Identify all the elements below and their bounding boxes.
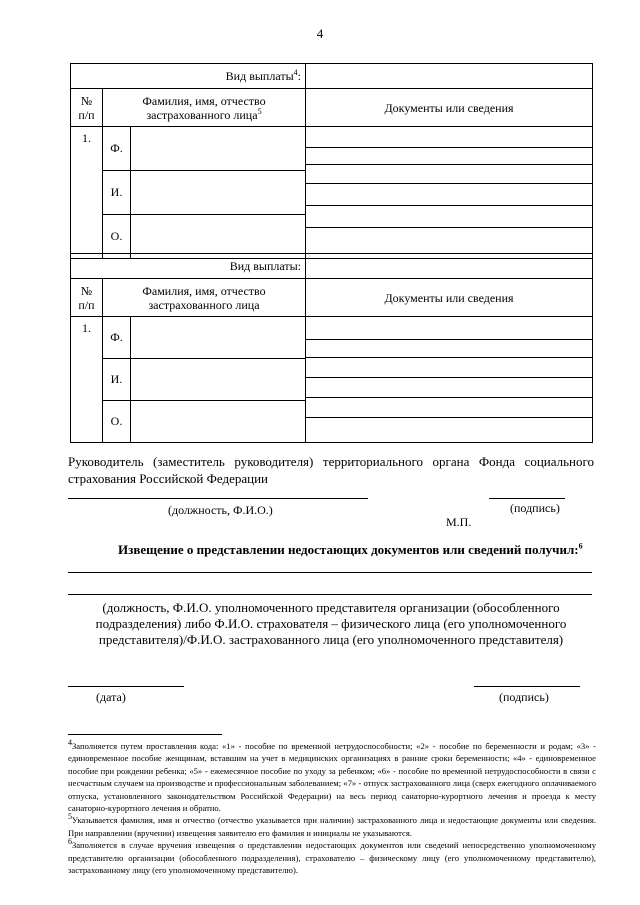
footnote-separator: [68, 734, 222, 735]
receipt-title: Извещение о представлении недостающих документов или сведений получил:$^6$: [118, 541, 583, 557]
name-label: И.: [103, 171, 131, 215]
payment-type-label: Вид выплаты:: [71, 254, 306, 279]
head-title-line2: страхования Российской Федерации: [68, 471, 268, 486]
receipt-line-1[interactable]: [68, 572, 592, 573]
payment-type-value[interactable]: [306, 254, 593, 279]
col-fio-header: Фамилия, имя, отчество застрахованного лица$^5$: [103, 89, 306, 127]
name-field[interactable]: [131, 171, 306, 215]
documents-field[interactable]: [306, 127, 593, 259]
patronymic-field[interactable]: [131, 215, 306, 259]
col-docs-header: Документы или сведения: [306, 89, 593, 127]
receipt-signature-caption: (подпись): [499, 690, 549, 704]
name-field[interactable]: [131, 359, 306, 401]
footnote-6: $^6$Заполняется в случае вручения извещения о представлении недостающих документов или сведений непосредственно уполномоченному представителю организации (обособленного подразделения), страхователю – физическому лицу (его уполномоченному представителю), застрахованному лицу (его уполномоченному представителю).: [68, 837, 596, 876]
name-label: И.: [103, 359, 131, 401]
col-number-header: № п/п: [71, 89, 103, 127]
patronymic-label: О.: [103, 401, 131, 443]
stamp-place: М.П.: [446, 515, 472, 529]
date-line[interactable]: [68, 686, 184, 687]
surname-field[interactable]: [131, 127, 306, 171]
col-number-header: № п/п: [71, 279, 103, 317]
row-number: 1.: [71, 127, 103, 259]
footnote-4: $^4$Заполняется путем проставления кода: «1» - пособие по временной нетрудоспособности; «2» - пособие по беременности и родам; «3» - единовременное пособие женщинам, вставшим на учет в медицинских организациях в ранние сроки беременности; «4» - единовременное пособие при рождении ребенка; «5» - ежемесячное пособие по уходу за ребенком; «6» - пособие по временной нетрудоспособности в связи с несчастным случаем на производстве и профессиональным заболеванием; «7» - отпуск застрахованного лица (сверх ежегодного оплачиваемого отпуска, установленного законодательством Российской Федерации) на весь период санаторно-курортного лечения и проезда к месту санаторно-курортного лечения и обратно.: [68, 738, 596, 814]
col-fio-header: Фамилия, имя, отчество застрахованного лица: [103, 279, 306, 317]
payment-table-1: [70, 63, 593, 259]
receipt-caption: (должность, Ф.И.О. уполномоченного представителя организации (обособленного подразделения) либо Ф.И.О. страхователя – физического лица (его уполномоченного представителя)/Ф.И.О. застрахованного лица (его уполномоченного представителя): [95, 600, 567, 647]
date-caption: (дата): [96, 690, 126, 704]
payment-type-label: Вид выплаты$^4$:: [71, 64, 306, 89]
payment-table-2: [70, 253, 593, 443]
receipt-signature-line[interactable]: [474, 686, 580, 687]
signature-caption: (подпись): [510, 501, 560, 515]
patronymic-field[interactable]: [131, 401, 306, 443]
surname-label: Ф.: [103, 127, 131, 171]
footnotes: [68, 740, 596, 876]
footnote-5: $^5$Указывается фамилия, имя и отчество (отчество указывается при наличии) застрахованного лица и недостающие документы или сведения. При направлении (вручении) извещения заявителю его фамилия и инициалы не указываются.: [68, 812, 596, 838]
receipt-line-2[interactable]: [68, 594, 592, 595]
payment-type-value[interactable]: [306, 64, 593, 89]
position-line[interactable]: [68, 498, 368, 499]
surname-field[interactable]: [131, 317, 306, 359]
signature-line[interactable]: [489, 498, 565, 499]
documents-field[interactable]: [306, 317, 593, 443]
position-caption: (должность, Ф.И.О.): [168, 503, 273, 517]
patronymic-label: О.: [103, 215, 131, 259]
row-number: 1.: [71, 317, 103, 443]
col-docs-header: Документы или сведения: [306, 279, 593, 317]
page-number: 4: [316, 26, 324, 41]
head-title-line1: Руководитель (заместитель руководителя) территориального органа Фонда социального: [68, 454, 594, 469]
surname-label: Ф.: [103, 317, 131, 359]
